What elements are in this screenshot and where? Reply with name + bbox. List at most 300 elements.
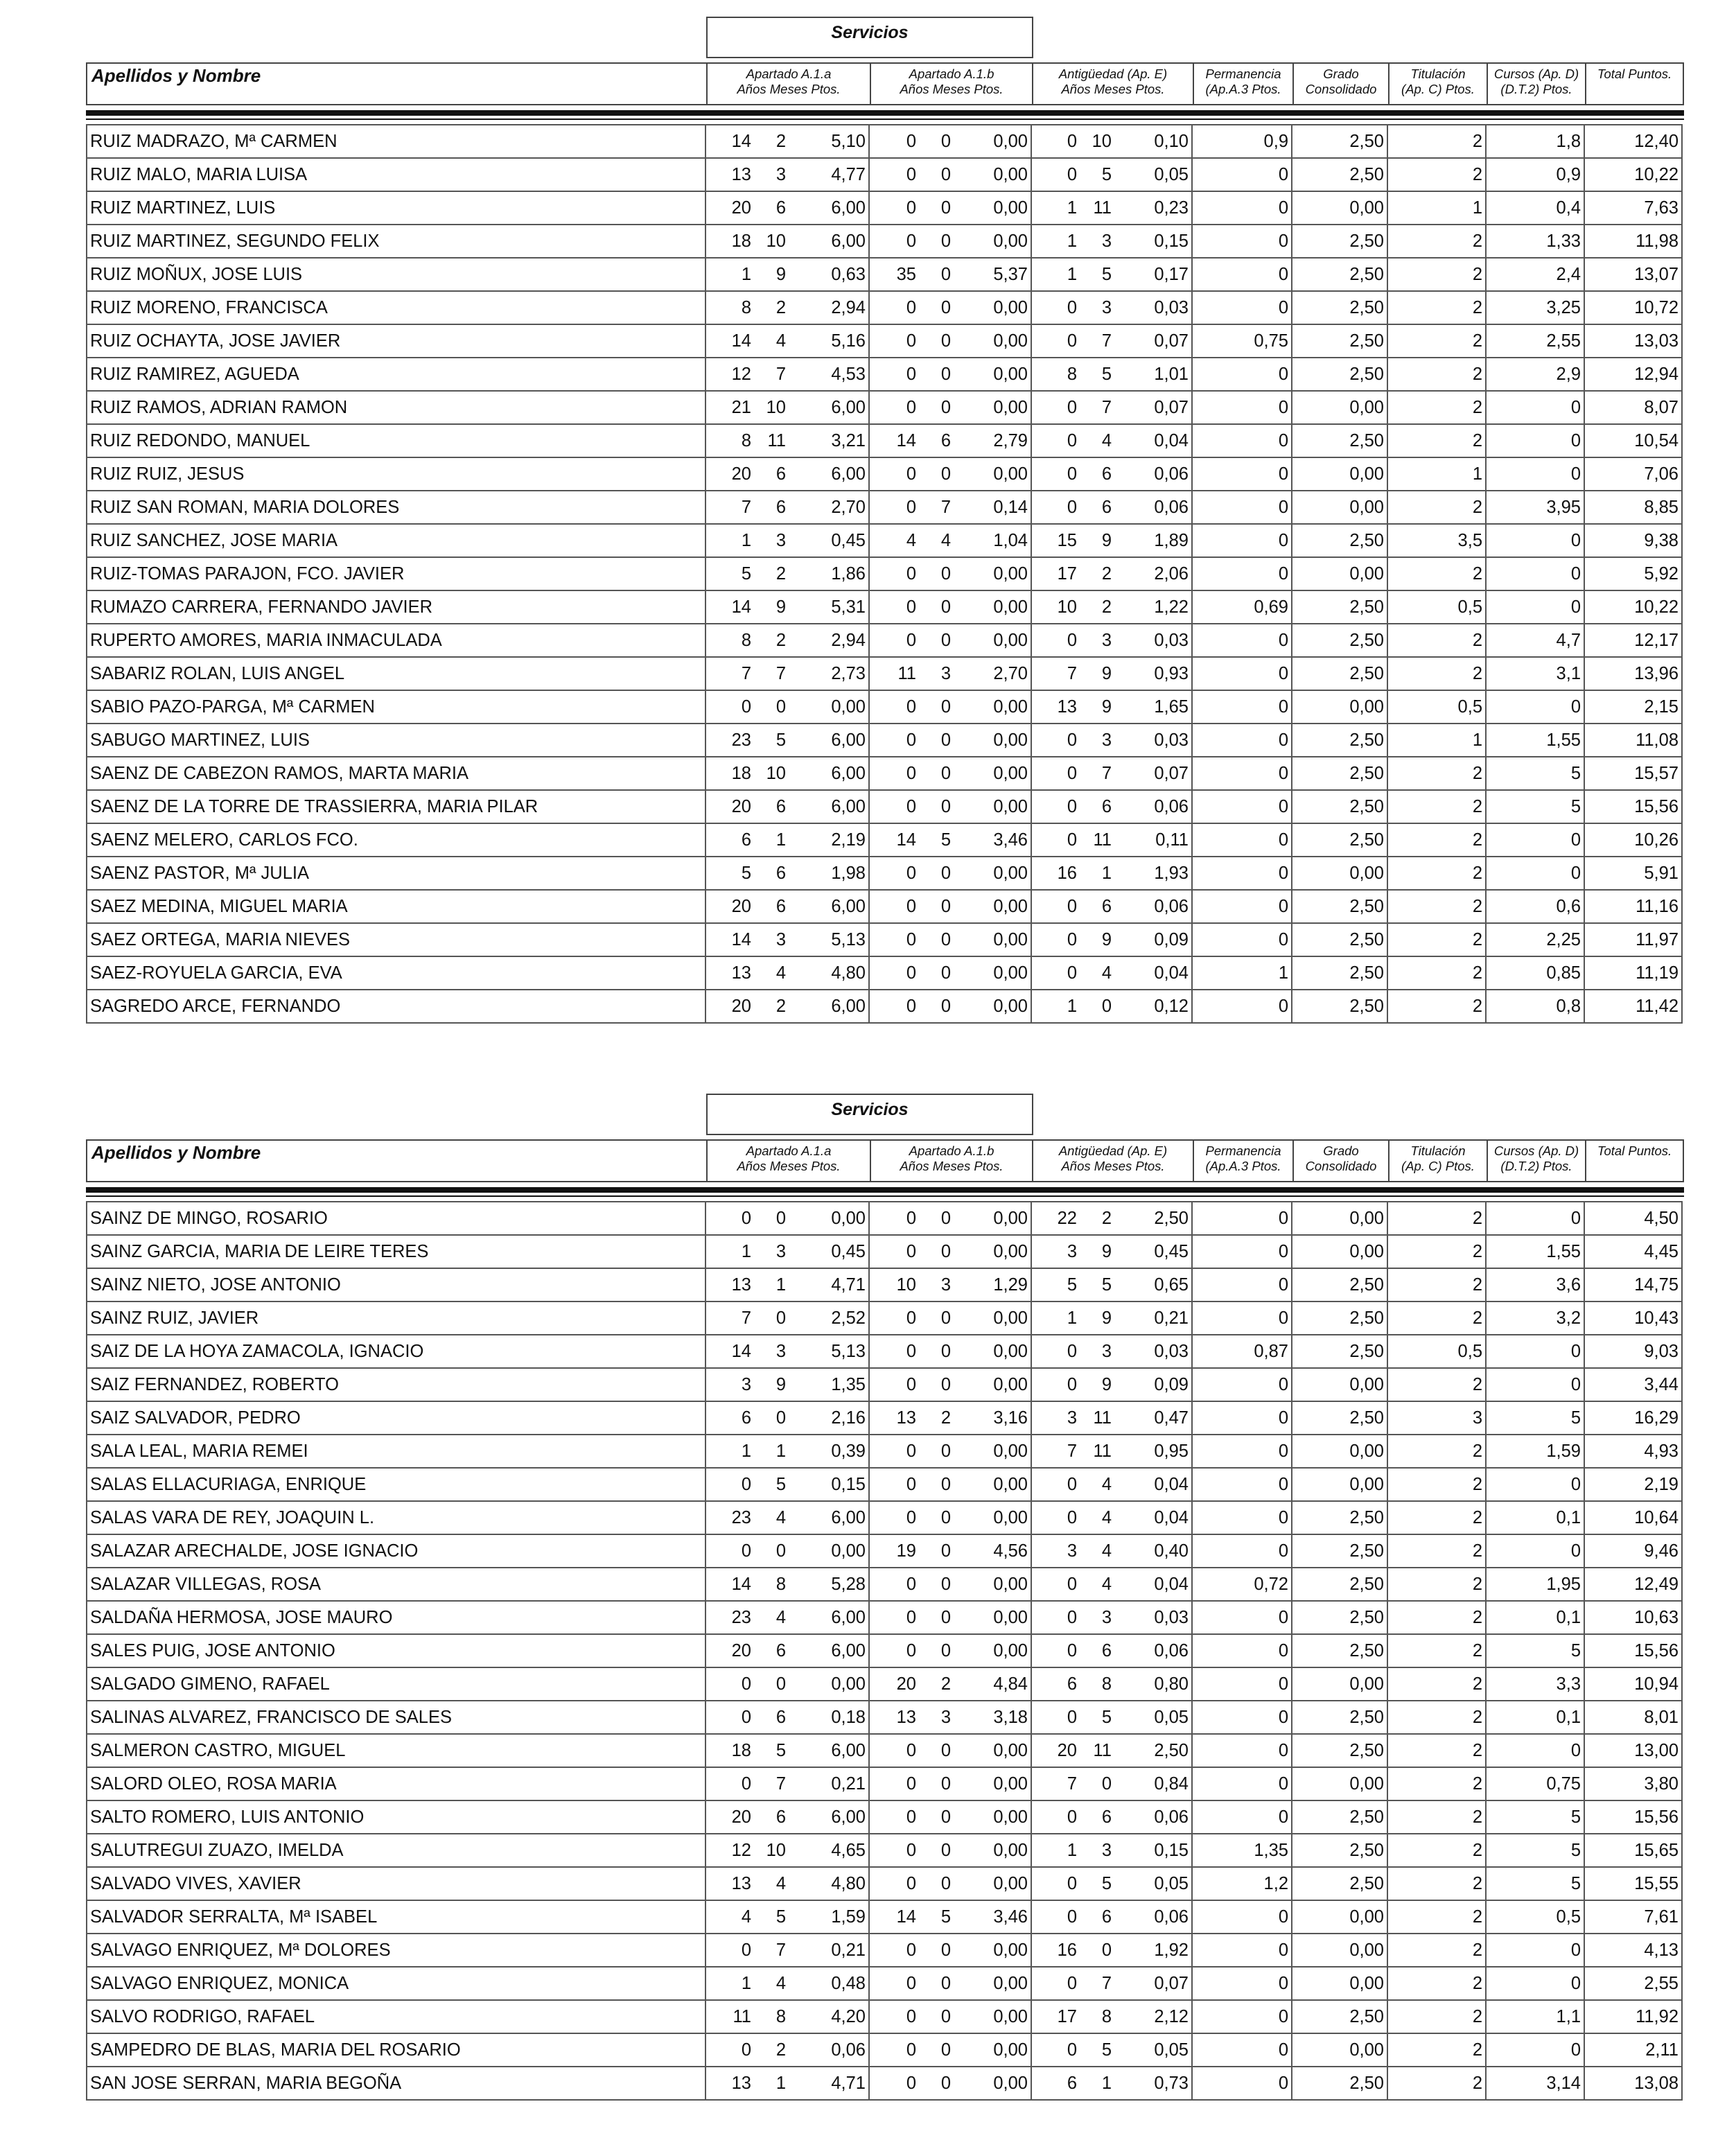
header-grado: Grado Consolidado [1292, 64, 1388, 104]
cell-cursos: 0 [1486, 1534, 1584, 1568]
table-row [87, 1767, 1682, 1800]
cell-a1b-ptos: 0,00 [954, 757, 1031, 790]
cell-ant-meses: 9 [1080, 1368, 1114, 1401]
cell-a1b-ptos: 0,00 [954, 990, 1031, 1023]
cell-a1b-meses: 0 [919, 2067, 954, 2100]
cell-a1a-ptos: 6,00 [789, 1601, 869, 1634]
cell-name: SALAZAR ARECHALDE, JOSE IGNACIO [87, 1534, 705, 1568]
table-row [87, 1834, 1682, 1867]
cell-name: SALINAS ALVAREZ, FRANCISCO DE SALES [87, 1701, 705, 1734]
cell-total: 3,44 [1584, 1368, 1682, 1401]
cell-titulacion: 2 [1387, 1468, 1486, 1501]
cell-a1a-meses: 0 [754, 1401, 789, 1435]
cell-grado: 2,50 [1292, 225, 1387, 258]
header-permanencia: Permanencia (Ap.A.3 Ptos. [1193, 1141, 1292, 1181]
cell-ant-anos: 0 [1031, 1701, 1080, 1734]
cell-permanencia: 0,72 [1192, 1568, 1292, 1601]
cell-ant-ptos: 0,10 [1114, 125, 1192, 158]
cell-ant-meses: 10 [1080, 125, 1114, 158]
cell-ant-meses: 4 [1080, 1568, 1114, 1601]
cell-cursos: 1,59 [1486, 1435, 1584, 1468]
cell-total: 10,26 [1584, 823, 1682, 857]
cell-a1b-meses: 0 [919, 1335, 954, 1368]
cell-a1a-meses: 2 [754, 291, 789, 324]
cell-a1a-meses: 2 [754, 624, 789, 657]
cell-a1a-anos: 7 [705, 491, 754, 524]
cell-total: 7,61 [1584, 1900, 1682, 1934]
cell-ant-meses: 9 [1080, 690, 1114, 724]
cell-total: 11,92 [1584, 2000, 1682, 2033]
cell-name: RUIZ RAMOS, ADRIAN RAMON [87, 391, 705, 424]
cell-a1b-ptos: 1,04 [954, 524, 1031, 557]
header-cursos: Cursos (Ap. D) (D.T.2) Ptos. [1487, 1141, 1585, 1181]
cell-a1a-anos: 1 [705, 258, 754, 291]
cell-a1a-meses: 1 [754, 2067, 789, 2100]
cell-a1b-ptos: 0,00 [954, 2000, 1031, 2033]
cell-a1a-anos: 23 [705, 724, 754, 757]
cell-cursos: 0 [1486, 1967, 1584, 2000]
cell-titulacion: 3 [1387, 1401, 1486, 1435]
cell-a1b-meses: 0 [919, 923, 954, 956]
cell-grado: 0,00 [1292, 191, 1387, 225]
cell-a1b-meses: 0 [919, 1534, 954, 1568]
cell-total: 10,54 [1584, 424, 1682, 457]
cell-permanencia: 0 [1192, 690, 1292, 724]
cell-ant-ptos: 0,12 [1114, 990, 1192, 1023]
cell-a1b-meses: 3 [919, 1701, 954, 1734]
cell-name: RUPERTO AMORES, MARIA INMACULADA [87, 624, 705, 657]
cell-a1a-ptos: 5,10 [789, 125, 869, 158]
cell-a1a-ptos: 5,16 [789, 324, 869, 358]
cell-cursos: 2,25 [1486, 923, 1584, 956]
cell-ant-anos: 0 [1031, 1501, 1080, 1534]
cell-name: RUMAZO CARRERA, FERNANDO JAVIER [87, 590, 705, 624]
cell-a1b-anos: 0 [869, 1235, 919, 1268]
cell-name: SAIZ DE LA HOYA ZAMACOLA, IGNACIO [87, 1335, 705, 1368]
cell-a1a-meses: 6 [754, 1800, 789, 1834]
cell-ant-meses: 6 [1080, 790, 1114, 823]
cell-titulacion: 2 [1387, 790, 1486, 823]
cell-ant-anos: 0 [1031, 1468, 1080, 1501]
cell-a1b-anos: 35 [869, 258, 919, 291]
cell-a1b-anos: 0 [869, 1302, 919, 1335]
cell-a1a-meses: 6 [754, 191, 789, 225]
table-row [87, 1601, 1682, 1634]
cell-total: 10,22 [1584, 158, 1682, 191]
cell-a1a-ptos: 0,00 [789, 1667, 869, 1701]
cell-titulacion: 1 [1387, 191, 1486, 225]
cell-titulacion: 2 [1387, 491, 1486, 524]
cell-titulacion: 2 [1387, 1202, 1486, 1235]
cell-a1a-anos: 0 [705, 1468, 754, 1501]
cell-cursos: 0,6 [1486, 890, 1584, 923]
cell-a1a-ptos: 6,00 [789, 790, 869, 823]
cell-a1a-ptos: 2,52 [789, 1302, 869, 1335]
cell-a1b-ptos: 0,00 [954, 890, 1031, 923]
cell-total: 3,80 [1584, 1767, 1682, 1800]
cell-grado: 0,00 [1292, 1767, 1387, 1800]
cell-ant-ptos: 0,84 [1114, 1767, 1192, 1800]
header-total: Total Puntos. [1585, 64, 1683, 104]
cell-permanencia: 0 [1192, 1601, 1292, 1634]
cell-ant-ptos: 1,01 [1114, 358, 1192, 391]
cell-ant-meses: 7 [1080, 391, 1114, 424]
cell-a1a-meses: 8 [754, 2000, 789, 2033]
cell-a1b-ptos: 0,00 [954, 923, 1031, 956]
cell-titulacion: 2 [1387, 358, 1486, 391]
cell-grado: 2,50 [1292, 890, 1387, 923]
cell-grado: 2,50 [1292, 125, 1387, 158]
cell-ant-ptos: 0,93 [1114, 657, 1192, 690]
cell-cursos: 0 [1486, 391, 1584, 424]
cell-titulacion: 0,5 [1387, 1335, 1486, 1368]
cell-a1a-ptos: 4,65 [789, 1834, 869, 1867]
cell-permanencia: 0 [1192, 2033, 1292, 2067]
cell-ant-ptos: 0,04 [1114, 424, 1192, 457]
cell-ant-ptos: 0,07 [1114, 757, 1192, 790]
cell-ant-meses: 9 [1080, 524, 1114, 557]
cell-a1b-anos: 13 [869, 1401, 919, 1435]
cell-a1b-ptos: 0,00 [954, 2067, 1031, 2100]
cell-a1b-ptos: 0,00 [954, 857, 1031, 890]
cell-ant-anos: 7 [1031, 657, 1080, 690]
cell-a1a-meses: 6 [754, 491, 789, 524]
cell-a1b-meses: 0 [919, 358, 954, 391]
cell-a1a-ptos: 6,00 [789, 990, 869, 1023]
cell-cursos: 4,7 [1486, 624, 1584, 657]
cell-a1a-anos: 20 [705, 191, 754, 225]
cell-total: 12,49 [1584, 1568, 1682, 1601]
cell-total: 15,65 [1584, 1834, 1682, 1867]
cell-ant-anos: 3 [1031, 1235, 1080, 1268]
cell-a1a-anos: 0 [705, 690, 754, 724]
column-header [86, 62, 1684, 105]
cell-cursos: 0 [1486, 1202, 1584, 1235]
cell-a1b-ptos: 0,00 [954, 1934, 1031, 1967]
cell-titulacion: 2 [1387, 624, 1486, 657]
cell-grado: 2,50 [1292, 1701, 1387, 1734]
cell-cursos: 5 [1486, 1401, 1584, 1435]
cell-a1a-ptos: 3,21 [789, 424, 869, 457]
cell-cursos: 1,55 [1486, 1235, 1584, 1268]
cell-titulacion: 2 [1387, 1568, 1486, 1601]
cell-grado: 2,50 [1292, 823, 1387, 857]
cell-permanencia: 0 [1192, 225, 1292, 258]
cell-permanencia: 0 [1192, 557, 1292, 590]
cell-a1a-anos: 0 [705, 1767, 754, 1800]
table-row [87, 890, 1682, 923]
cell-a1b-meses: 0 [919, 391, 954, 424]
cell-total: 5,91 [1584, 857, 1682, 890]
cell-a1b-anos: 0 [869, 1468, 919, 1501]
cell-a1b-anos: 0 [869, 358, 919, 391]
cell-a1a-ptos: 0,21 [789, 1767, 869, 1800]
cell-cursos: 0 [1486, 590, 1584, 624]
cell-cursos: 3,6 [1486, 1268, 1584, 1302]
cell-cursos: 0,4 [1486, 191, 1584, 225]
cell-ant-meses: 9 [1080, 1302, 1114, 1335]
cell-permanencia: 0,69 [1192, 590, 1292, 624]
cell-total: 4,13 [1584, 1934, 1682, 1967]
cell-a1b-meses: 0 [919, 1601, 954, 1634]
cell-cursos: 5 [1486, 1800, 1584, 1834]
cell-a1b-anos: 0 [869, 324, 919, 358]
cell-a1a-meses: 2 [754, 125, 789, 158]
cell-a1a-ptos: 2,94 [789, 291, 869, 324]
cell-a1b-ptos: 0,00 [954, 1834, 1031, 1867]
cell-a1a-ptos: 0,00 [789, 1202, 869, 1235]
cell-a1b-ptos: 0,00 [954, 191, 1031, 225]
cell-a1b-meses: 0 [919, 557, 954, 590]
cell-name: SALORD OLEO, ROSA MARIA [87, 1767, 705, 1800]
cell-cursos: 5 [1486, 1867, 1584, 1900]
cell-name: RUIZ RAMIREZ, AGUEDA [87, 358, 705, 391]
cell-a1b-meses: 5 [919, 823, 954, 857]
cell-a1a-meses: 0 [754, 1667, 789, 1701]
table-row [87, 790, 1682, 823]
cell-a1b-anos: 0 [869, 1800, 919, 1834]
table-row [87, 1501, 1682, 1534]
cell-a1b-anos: 0 [869, 757, 919, 790]
cell-ant-anos: 0 [1031, 491, 1080, 524]
cell-ant-ptos: 0,23 [1114, 191, 1192, 225]
cell-a1b-anos: 0 [869, 1501, 919, 1534]
cell-grado: 0,00 [1292, 1667, 1387, 1701]
cell-total: 9,03 [1584, 1335, 1682, 1368]
cell-a1a-ptos: 6,00 [789, 757, 869, 790]
servicios-header: Servicios [706, 17, 1033, 58]
cell-titulacion: 2 [1387, 1834, 1486, 1867]
table-row [87, 2000, 1682, 2033]
cell-ant-meses: 6 [1080, 1634, 1114, 1667]
cell-grado: 0,00 [1292, 1435, 1387, 1468]
cell-a1a-meses: 7 [754, 358, 789, 391]
cell-ant-ptos: 2,50 [1114, 1202, 1192, 1235]
cell-a1b-meses: 3 [919, 1268, 954, 1302]
cell-a1b-meses: 0 [919, 258, 954, 291]
cell-total: 10,22 [1584, 590, 1682, 624]
cell-a1b-anos: 0 [869, 624, 919, 657]
cell-a1b-anos: 0 [869, 1368, 919, 1401]
cell-a1a-meses: 0 [754, 1534, 789, 1568]
cell-a1b-ptos: 0,00 [954, 1368, 1031, 1401]
cell-a1b-meses: 0 [919, 1568, 954, 1601]
cell-total: 15,56 [1584, 1800, 1682, 1834]
cell-a1a-ptos: 2,19 [789, 823, 869, 857]
cell-a1b-ptos: 2,70 [954, 657, 1031, 690]
cell-total: 13,07 [1584, 258, 1682, 291]
cell-grado: 2,50 [1292, 2000, 1387, 2033]
cell-a1a-anos: 6 [705, 1401, 754, 1435]
cell-ant-ptos: 0,95 [1114, 1435, 1192, 1468]
cell-ant-anos: 0 [1031, 1368, 1080, 1401]
cell-a1b-meses: 0 [919, 790, 954, 823]
cell-total: 2,19 [1584, 1468, 1682, 1501]
cell-total: 10,94 [1584, 1667, 1682, 1701]
table-row [87, 690, 1682, 724]
cell-ant-anos: 0 [1031, 1800, 1080, 1834]
cell-a1a-anos: 0 [705, 1202, 754, 1235]
cell-name: SAIZ FERNANDEZ, ROBERTO [87, 1368, 705, 1401]
cell-cursos: 0,8 [1486, 990, 1584, 1023]
cell-a1b-anos: 20 [869, 1667, 919, 1701]
cell-titulacion: 1 [1387, 457, 1486, 491]
cell-titulacion: 2 [1387, 757, 1486, 790]
cell-grado: 0,00 [1292, 690, 1387, 724]
cell-a1b-meses: 0 [919, 1967, 954, 2000]
cell-a1b-anos: 0 [869, 1967, 919, 2000]
cell-cursos: 3,1 [1486, 657, 1584, 690]
cell-grado: 2,50 [1292, 790, 1387, 823]
cell-cursos: 3,25 [1486, 291, 1584, 324]
cell-permanencia: 0 [1192, 890, 1292, 923]
table-row [87, 1202, 1682, 1235]
cell-cursos: 0 [1486, 457, 1584, 491]
cell-a1a-meses: 4 [754, 1601, 789, 1634]
cell-ant-anos: 0 [1031, 724, 1080, 757]
cell-ant-ptos: 0,73 [1114, 2067, 1192, 2100]
cell-a1b-anos: 0 [869, 457, 919, 491]
cell-a1a-meses: 10 [754, 225, 789, 258]
cell-name: RUIZ MADRAZO, Mª CARMEN [87, 125, 705, 158]
cell-cursos: 0,1 [1486, 1501, 1584, 1534]
cell-a1b-ptos: 3,46 [954, 823, 1031, 857]
cell-titulacion: 2 [1387, 990, 1486, 1023]
cell-a1a-ptos: 4,71 [789, 2067, 869, 2100]
cell-a1a-anos: 13 [705, 158, 754, 191]
cell-a1a-ptos: 6,00 [789, 191, 869, 225]
cell-a1b-anos: 0 [869, 391, 919, 424]
cell-total: 9,46 [1584, 1534, 1682, 1568]
cell-ant-meses: 7 [1080, 324, 1114, 358]
cell-grado: 0,00 [1292, 1235, 1387, 1268]
cell-a1b-meses: 0 [919, 1834, 954, 1867]
cell-a1a-meses: 6 [754, 790, 789, 823]
cell-ant-anos: 0 [1031, 125, 1080, 158]
cell-a1a-anos: 14 [705, 923, 754, 956]
cell-a1a-anos: 7 [705, 657, 754, 690]
cell-a1a-anos: 14 [705, 590, 754, 624]
cell-total: 14,75 [1584, 1268, 1682, 1302]
cell-name: RUIZ MARTINEZ, LUIS [87, 191, 705, 225]
cell-permanencia: 0 [1192, 191, 1292, 225]
cell-grado: 0,00 [1292, 391, 1387, 424]
cell-total: 13,08 [1584, 2067, 1682, 2100]
table-row [87, 1967, 1682, 2000]
cell-a1a-meses: 4 [754, 956, 789, 990]
cell-ant-meses: 0 [1080, 1934, 1114, 1967]
cell-a1b-anos: 0 [869, 1834, 919, 1867]
cell-a1b-anos: 0 [869, 225, 919, 258]
cell-a1a-meses: 10 [754, 757, 789, 790]
cell-a1b-ptos: 0,00 [954, 457, 1031, 491]
cell-ant-anos: 0 [1031, 1634, 1080, 1667]
cell-titulacion: 2 [1387, 557, 1486, 590]
cell-cursos: 0,5 [1486, 1900, 1584, 1934]
table-row [87, 590, 1682, 624]
cell-titulacion: 0,5 [1387, 590, 1486, 624]
table-row [87, 823, 1682, 857]
cell-a1b-anos: 14 [869, 1900, 919, 1934]
header-grado: Grado Consolidado [1292, 1141, 1388, 1181]
cell-titulacion: 2 [1387, 1667, 1486, 1701]
cell-a1b-meses: 0 [919, 1634, 954, 1667]
cell-cursos: 0,75 [1486, 1767, 1584, 1800]
cell-a1b-anos: 14 [869, 424, 919, 457]
cell-a1b-anos: 0 [869, 790, 919, 823]
cell-a1b-anos: 0 [869, 2067, 919, 2100]
cell-cursos: 0 [1486, 2033, 1584, 2067]
cell-a1a-anos: 8 [705, 424, 754, 457]
cell-a1a-anos: 13 [705, 1867, 754, 1900]
cell-a1a-meses: 1 [754, 1435, 789, 1468]
cell-a1b-meses: 0 [919, 1435, 954, 1468]
cell-a1a-anos: 14 [705, 1335, 754, 1368]
cell-a1b-ptos: 0,00 [954, 1235, 1031, 1268]
cell-name: SAEZ MEDINA, MIGUEL MARIA [87, 890, 705, 923]
cell-ant-meses: 3 [1080, 225, 1114, 258]
cell-grado: 0,00 [1292, 491, 1387, 524]
cell-ant-meses: 5 [1080, 358, 1114, 391]
cell-a1b-anos: 0 [869, 590, 919, 624]
cell-grado: 0,00 [1292, 1468, 1387, 1501]
cell-a1b-ptos: 0,00 [954, 1867, 1031, 1900]
cell-name: SALVAGO ENRIQUEZ, Mª DOLORES [87, 1934, 705, 1967]
cell-ant-ptos: 0,15 [1114, 1834, 1192, 1867]
cell-permanencia: 1,35 [1192, 1834, 1292, 1867]
cell-titulacion: 0,5 [1387, 690, 1486, 724]
cell-name: SAINZ DE MINGO, ROSARIO [87, 1202, 705, 1235]
cell-ant-anos: 0 [1031, 923, 1080, 956]
cell-a1a-ptos: 0,00 [789, 1534, 869, 1568]
cell-a1b-ptos: 0,00 [954, 1468, 1031, 1501]
cell-name: SALAS ELLACURIAGA, ENRIQUE [87, 1468, 705, 1501]
cell-total: 13,03 [1584, 324, 1682, 358]
cell-titulacion: 2 [1387, 923, 1486, 956]
header-total: Total Puntos. [1585, 1141, 1683, 1181]
cell-a1a-anos: 7 [705, 1302, 754, 1335]
cell-total: 5,92 [1584, 557, 1682, 590]
cell-titulacion: 2 [1387, 1701, 1486, 1734]
cell-a1b-ptos: 0,00 [954, 724, 1031, 757]
table-row [87, 2033, 1682, 2067]
cell-a1a-meses: 7 [754, 657, 789, 690]
cell-permanencia: 0,75 [1192, 324, 1292, 358]
cell-a1b-meses: 0 [919, 1202, 954, 1235]
cell-titulacion: 2 [1387, 2067, 1486, 2100]
cell-ant-meses: 7 [1080, 757, 1114, 790]
cell-total: 11,08 [1584, 724, 1682, 757]
cell-ant-meses: 4 [1080, 956, 1114, 990]
cell-a1b-anos: 0 [869, 1568, 919, 1601]
cell-permanencia: 0 [1192, 291, 1292, 324]
cell-a1a-anos: 11 [705, 2000, 754, 2033]
cell-ant-meses: 6 [1080, 491, 1114, 524]
cell-ant-meses: 5 [1080, 2033, 1114, 2067]
cell-a1a-meses: 9 [754, 590, 789, 624]
cell-ant-meses: 1 [1080, 2067, 1114, 2100]
cell-ant-anos: 0 [1031, 424, 1080, 457]
cell-grado: 2,50 [1292, 258, 1387, 291]
cell-ant-meses: 5 [1080, 258, 1114, 291]
cell-titulacion: 2 [1387, 2000, 1486, 2033]
cell-a1b-meses: 0 [919, 457, 954, 491]
cell-a1b-anos: 0 [869, 1335, 919, 1368]
cell-a1a-ptos: 4,20 [789, 2000, 869, 2033]
cell-permanencia: 0 [1192, 524, 1292, 557]
cell-a1a-ptos: 5,13 [789, 923, 869, 956]
cell-a1a-anos: 13 [705, 956, 754, 990]
